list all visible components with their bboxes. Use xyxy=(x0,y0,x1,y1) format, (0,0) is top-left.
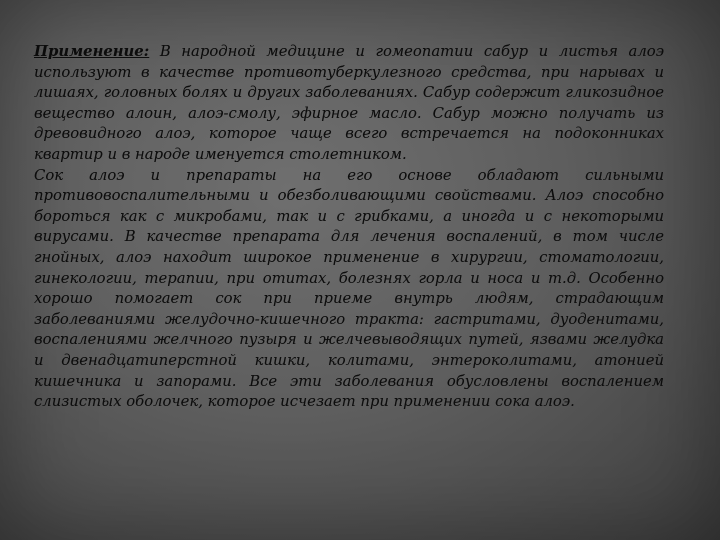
paragraph-aloe-juice: Сок алоэ и препараты на его основе обладают сильными противовоспалительными и обезболивающими свойствами. Алоэ способно бороться как с микробами, так и с грибками, а иногда и с некоторыми вирусами. В качестве препарата для лечения воспалений, в том числе гнойных, алоэ находит широкое применение в хирургии, стоматологии, гинекологии, терапии, при отитах, болезнях горла и носа и т.д. Особенно хорошо помогает сок при приеме внутрь людям, страдающим заболеваниями желудочно-кишечного тракта: гастритами, дуоденитами, воспалениями желчного пузыря и желчевыводящих путей, язвами желудка и двенадцатиперстной кишки, колитами, энтероколитами, атонией кишечника и запорами. Все эти заболевания обусловлены воспалением слизистых оболочек, которое исчезает при применении сока алоэ. xyxy=(34,166,664,411)
paragraph-application xyxy=(34,42,664,166)
lead-term: Применение: xyxy=(34,43,150,60)
slide-text-block xyxy=(34,42,664,413)
paragraph-application-text: В народной медицине и гомеопатии сабур и листья алоэ используют в качестве противотуберкулезного средства, при нарывах и лишаях, головных болях и других заболеваниях. Сабур содержит гликозидное вещество алоин, алоэ-смолу, эфирное масло. Сабур можно получать из древовидного алоэ, которое чаще всего встречается на подоконниках квартир и в народе именуется столетником. xyxy=(34,43,664,163)
